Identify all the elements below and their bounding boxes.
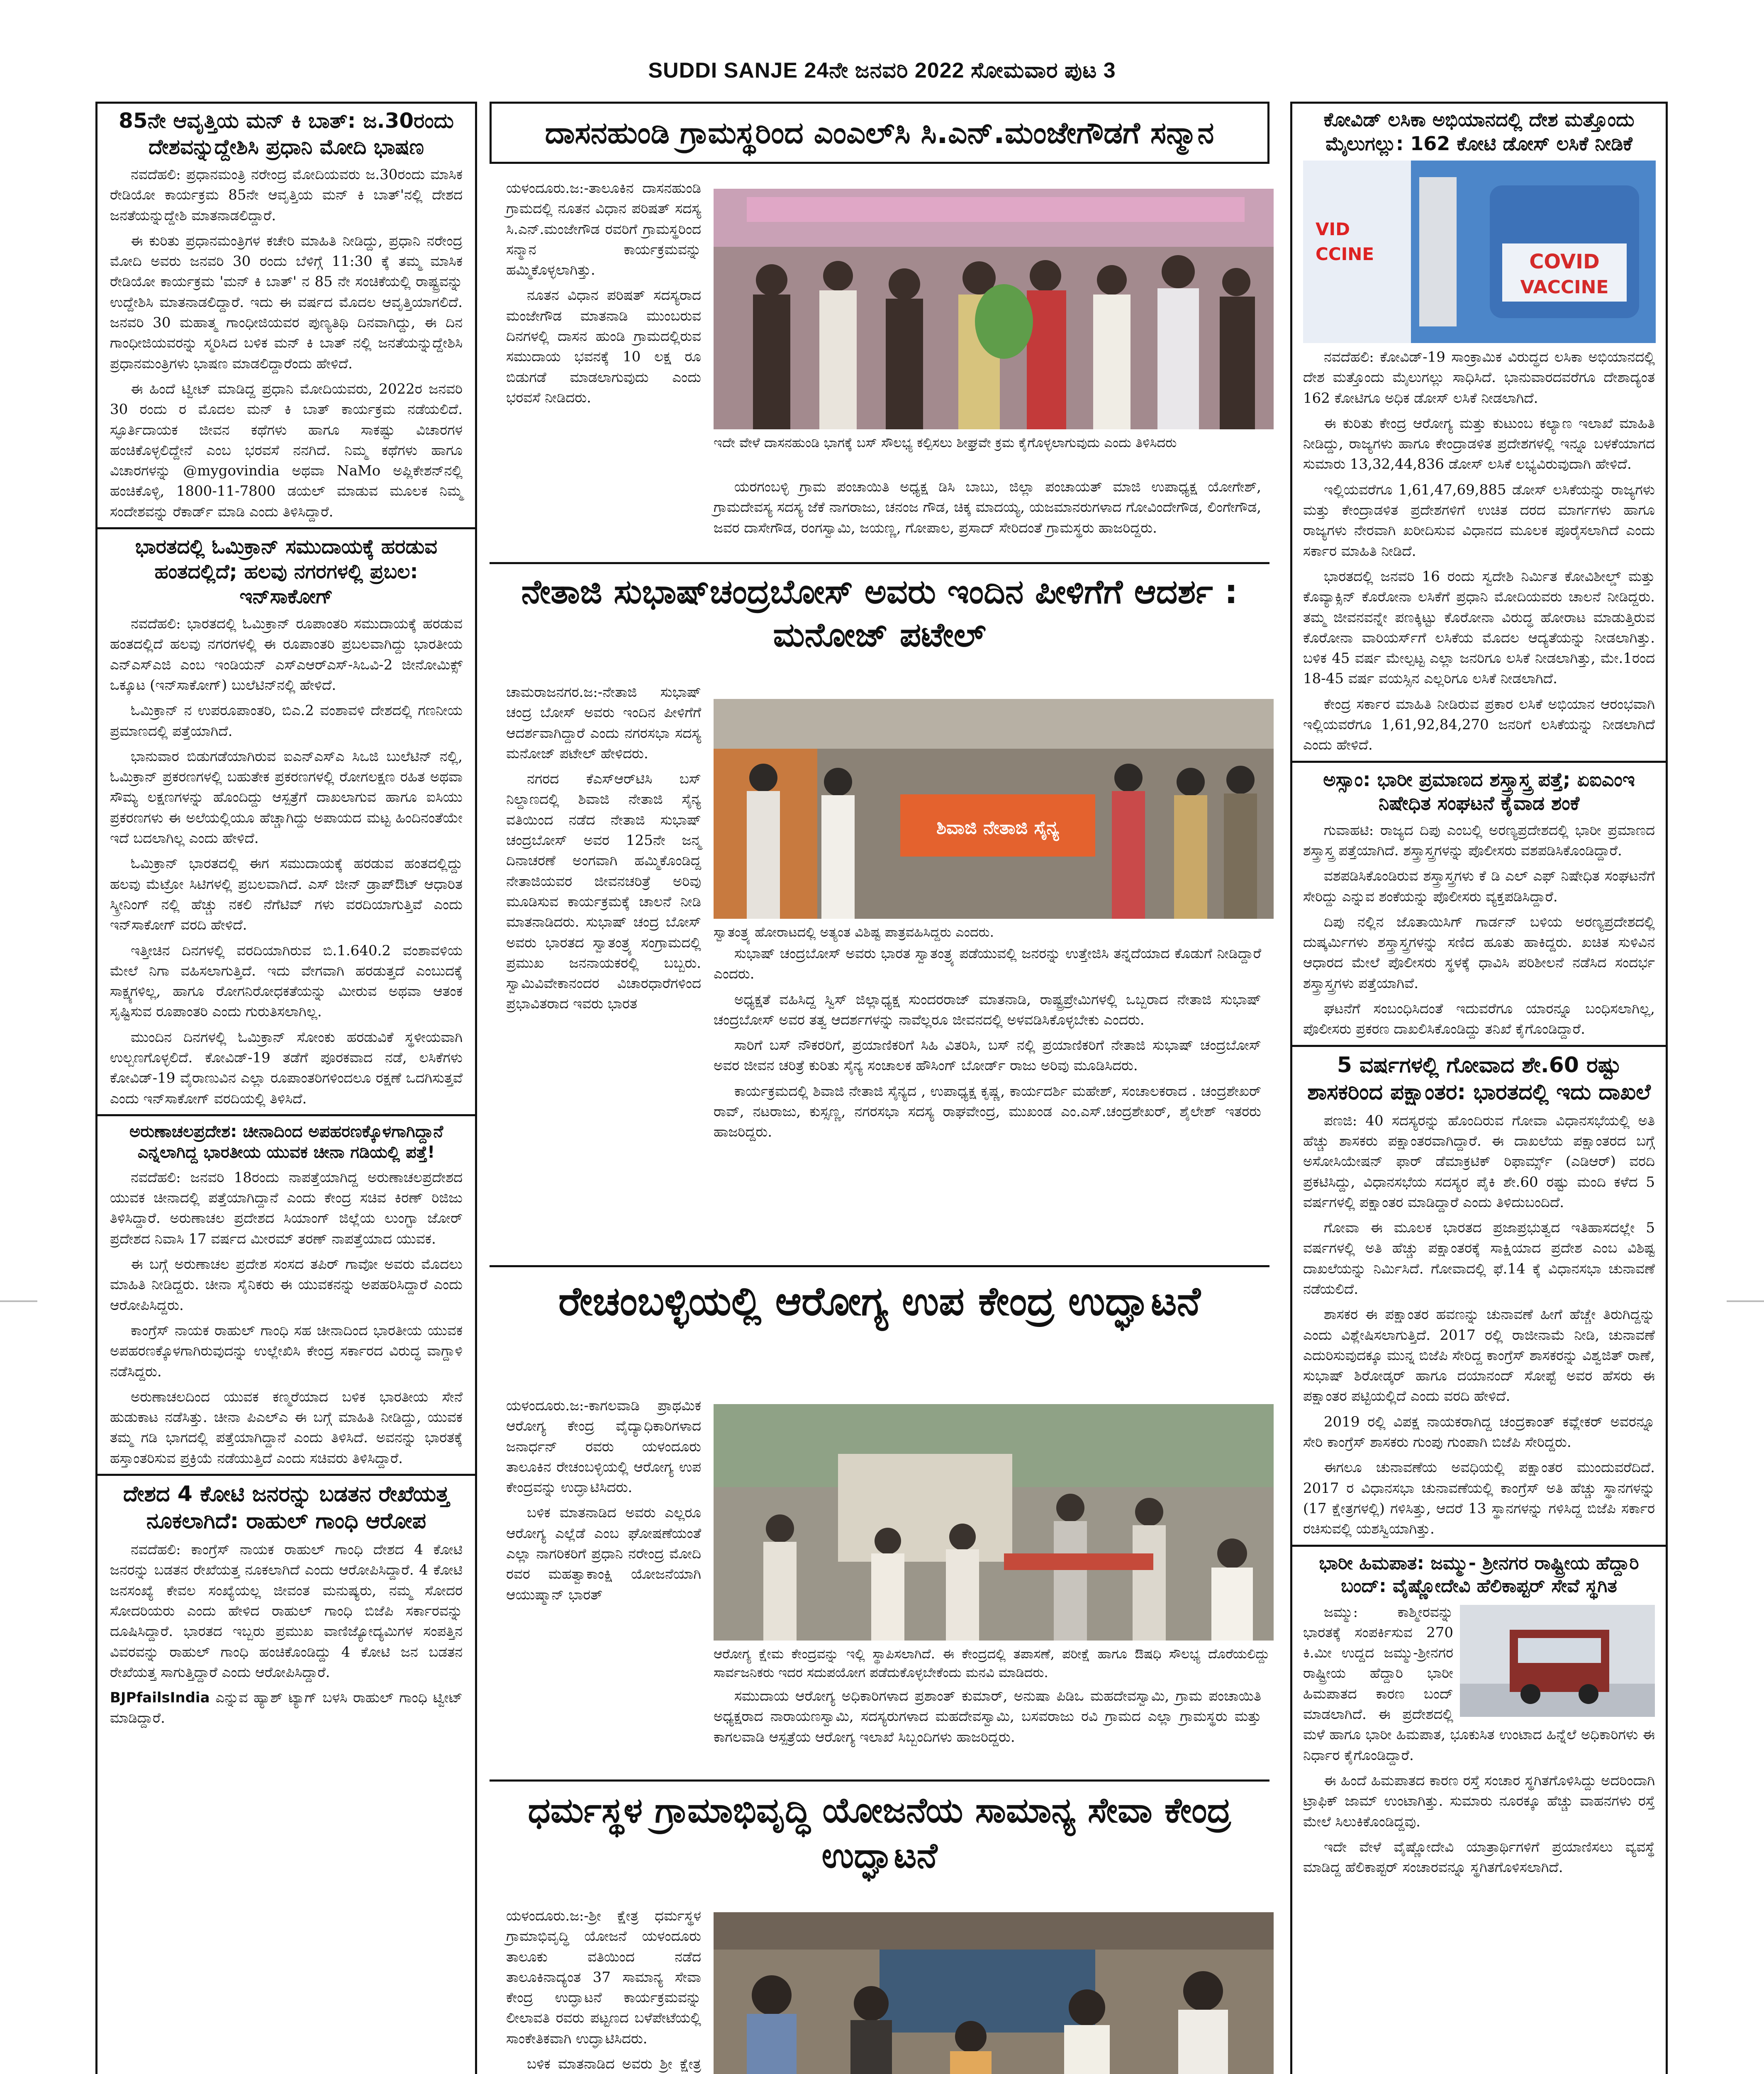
left-story1-body: [110, 165, 463, 522]
health-centre-photo: [714, 1404, 1274, 1641]
left-story2-headline: ಭಾರತದಲ್ಲಿ ಓಮಿಕ್ರಾನ್ ಸಮುದಾಯಕ್ಕೆ ಹರಡುವ ಹಂತದಲ್ಲಿದೆ; ಹಲವು ನಗರಗಳಲ್ಲಿ ಪ್ರಬಲ: ಇನ್‌ಸಾಕೋಗ್: [135, 535, 438, 609]
divider: [97, 1474, 475, 1476]
banner-text: ಶಿವಾಜಿ ನೇತಾಜಿ ಸೈನ್ಯ: [936, 817, 1059, 838]
middle-story3-headline: ರೇಚಂಬಳ್ಳಿಯಲ್ಲಿ ಆರೋಗ್ಯ ಉಪ ಕೇಂದ್ರ ಉದ್ಘಾಟನೆ: [558, 1278, 1201, 1324]
left-story1-headline: 85ನೇ ಆವೃತ್ತಿಯ ಮನ್ ಕಿ ಬಾತ್: ಜ.30ರಂದು ದೇಶವನ್ನುದ್ದೇಶಿಸಿ ಪ್ರಧಾನಿ ಮೋದಿ ಭಾಷಣ: [119, 109, 454, 159]
paragraph: 2019 ರಲ್ಲಿ ವಿಪಕ್ಷ ನಾಯಕರಾಗಿದ್ದ ಚಂದ್ರಕಾಂತ್ ಕವ್ಲೇಕರ್ ಅವರನ್ನೂ ಸೇರಿ ಕಾಂಗ್ರೆಸ್ ಶಾಸಕರು ಗುಂಪು ಗುಂಪಾಗಿ ಬಿಜೆಪಿ ಸೇರಿದ್ದರು.: [1303, 1413, 1655, 1451]
vial-label-partial-2: CCINE: [1316, 244, 1374, 264]
middle-story1-caption: ಇದೇ ವೇಳೆ ದಾಸನಹುಂಡಿ ಭಾಗಕ್ಕೆ ಬಸ್ ಸೌಲಭ್ಯ ಕಲ್ಪಿಸಲು ಶೀಘ್ರವೇ ಕ್ರಮ ಕೈಗೊಳ್ಳಲಾಗುವುದು ಎಂದು ತಿಳಿಸಿದರು: [714, 435, 1177, 450]
paragraph: ಈ ಹಿಂದೆ ಟ್ವೀಟ್ ಮಾಡಿದ್ದ ಪ್ರಧಾನಿ ಮೋದಿಯವರು, 2022ರ ಜನವರಿ 30 ರಂದು ರ ಮೊದಲ ಮನ್ ಕಿ ಬಾತ್ ಕಾರ್ಯಕ್ರಮ ನಡೆಯಲಿದೆ. ಸ್ಫೂರ್ತಿದಾಯಕ ಜೀವನ ಕಥೆಗಳು ಹಾಗೂ ಸಾಕಷ್ಟು ವಿಚಾರಗಳ ಹಂಚಿಕೊಳ್ಳಲಿದ್ದೇನೆ ಎಂಬ ಭರವಸೆ ನನಗಿದೆ. ನಿಮ್ಮ ಕಥೆಗಳು ಹಾಗೂ ವಿಚಾರಗಳನ್ನು @mygovindia ಅಥವಾ NaMo ಅಪ್ಲಿಕೇಶನ್‌ನಲ್ಲಿ ಹಂಚಿಕೊಳ್ಳಿ, 1800-11-7800 ಡಯಲ್ ಮಾಡುವ ಮೂಲಕ ನಿಮ್ಮ ಸಂದೇಶವನ್ನು ರೆಕಾರ್ಡ್ ಮಾಡಿ ಎಂದು ತಿಳಿಸಿದ್ದಾರೆ.: [110, 380, 463, 520]
middle-story2-text-2: [714, 944, 1261, 1148]
margin-mark-left: [0, 1300, 37, 1302]
middle-story1-text-2: [714, 477, 1261, 543]
paragraph: ಪಣಜಿ: 40 ಸದಸ್ಯರನ್ನು ಹೊಂದಿರುವ ಗೋವಾ ವಿಧಾನಸಭೆಯಲ್ಲಿ ಅತಿ ಹೆಚ್ಚು ಶಾಸಕರು ಪಕ್ಷಾಂತರವಾಗಿದ್ದಾರೆ. ಈ ದಾಖಲೆಯ ಪಕ್ಷಾಂತರದ ಬಗ್ಗೆ ಅಸೋಸಿಯೇಷನ್ ಫಾರ್ ಡೆಮಾಕ್ರಟಿಕ್ ರಿಫಾರ್ಮ್ಸ್ (ಎಡಿಆರ್) ವರದಿ ಪ್ರಕಟಿಸಿದ್ದು, ವಿಧಾನಸಭೆಯ ಸದಸ್ಯರ ಪೈಕಿ ಶೇ.60 ರಷ್ಟು ಮಂದಿ ಕಳೆದ 5 ವರ್ಷಗಳಲ್ಲಿ ಪಕ್ಷಾಂತರ ಮಾಡಿದ್ದಾರೆ ಎಂದು ತಿಳಿದುಬಂದಿದೆ.: [1303, 1112, 1655, 1211]
masthead: SUDDI SANJE 24ನೇ ಜನವರಿ 2022 ಸೋಮವಾರ ಪುಟ 3: [648, 58, 1116, 83]
paragraph: ಈ ಹಿಂದೆ ಹಿಮಪಾತದ ಕಾರಣ ರಸ್ತೆ ಸಂಚಾರ ಸ್ಥಗಿತಗೊಳಿಸಿದ್ದು ಅದರಿಂದಾಗಿ ಟ್ರಾಫಿಕ್ ಜಾಮ್ ಉಂಟಾಗಿತ್ತು. ಸುಮಾರು ನೂರಕ್ಕೂ ಹೆಚ್ಚು ವಾಹನಗಳು ರಸ್ತೆ ಮೇಲೆ ಸಿಲುಕಿಕೊಂಡಿದ್ದವು.: [1303, 1772, 1655, 1830]
paragraph: ಇದೇ ವೇಳೆ ವೈಷ್ಣೋದೇವಿ ಯಾತ್ರಾರ್ಥಿಗಳಿಗೆ ಪ್ರಯಾಣಿಸಲು ವ್ಯವಸ್ಥೆ ಮಾಡಿದ್ದ ಹೆಲಿಕಾಪ್ಟರ್ ಸಂಚಾರವನ್ನೂ ಸ್ಥಗಿತಗೊಳಿಸಲಾಗಿದೆ.: [1303, 1838, 1655, 1876]
middle-story1-text: [506, 178, 701, 413]
paragraph: ಕೇಂದ್ರ ಸರ್ಕಾರ ಮಾಹಿತಿ ನೀಡಿರುವ ಪ್ರಕಾರ ಲಸಿಕೆ ಅಭಿಯಾನ ಆರಂಭವಾಗಿ ಇಲ್ಲಿಯವರೆಗೂ 1,61,92,84,270 ಜನರಿಗೆ ಲಸಿಕೆಯನ್ನು ನೀಡಲಾಗಿದೆ ಎಂದು ಹೇಳಿದೆ.: [1303, 696, 1655, 754]
paragraph: ಈಗಲೂ ಚುನಾವಣೆಯ ಅವಧಿಯಲ್ಲಿ ಪಕ್ಷಾಂತರ ಮುಂದುವರೆದಿದೆ. 2017 ರ ವಿಧಾನಸಭಾ ಚುನಾವಣೆಯಲ್ಲಿ ಕಾಂಗ್ರೆಸ್ ಅತಿ ಹೆಚ್ಚು ಸ್ಥಾನಗಳನ್ನು (17 ಕ್ಷೇತ್ರಗಳಲ್ಲಿ) ಗಳಿಸಿತ್ತು, ಆದರೆ 13 ಸ್ಥಾನಗಳನ್ನು ಗಳಿಸಿದ್ದ ಬಿಜೆಪಿ ಸರ್ಕಾರ ರಚಿಸುವಲ್ಲಿ ಯಶಸ್ವಿಯಾಗಿತ್ತು.: [1303, 1459, 1655, 1538]
left-story2-body: [110, 614, 463, 1109]
middle-story3-text-2: [714, 1686, 1261, 1753]
divider: [1292, 1045, 1666, 1047]
paragraph: ನೂತನ ವಿಧಾನ ಪರಿಷತ್ ಸದಸ್ಯರಾದ ಮಂಜೇಗೌಡ ಮಾತನಾಡಿ ಮುಂಬರುವ ದಿನಗಳಲ್ಲಿ ದಾಸನ ಹುಂಡಿ ಗ್ರಾಮದಲ್ಲಿರುವ ಸಮುದಾಯ ಭವನಕ್ಕೆ 10 ಲಕ್ಷ ರೂ ಬಿಡುಗಡೆ ಮಾಡಲಾಗುವುದು ಎಂದು ಭರವಸೆ ನೀಡಿದರು.: [506, 287, 701, 406]
middle-story1-headline: ದಾಸನಹುಂಡಿ ಗ್ರಾಮಸ್ಥರಿಂದ ಎಂಎಲ್‌ಸಿ ಸಿ.ಎನ್.ಮಂಜೇಗೌಡಗೆ ಸನ್ಮಾನ: [490, 102, 1269, 164]
vial-label-vaccine: VACCINE: [1520, 277, 1609, 298]
vaccine-vial-photo: [1303, 161, 1656, 343]
divider: [1292, 761, 1666, 763]
divider: [97, 527, 475, 529]
margin-mark-right: [1727, 1300, 1764, 1302]
divider: [490, 562, 1269, 564]
paragraph: ಶಾಸಕರ ಈ ಪಕ್ಷಾಂತರ ಹವಣನ್ನು ಚುನಾವಣೆ ಹೀಗೆ ಹೆಚ್ಚೇ ತಿರುಗಿದ್ದನ್ನು ಎಂದು ವಿಶ್ಲೇಷಿಸಲಾಗುತ್ತಿದೆ. 2017 ರಲ್ಲಿ ರಾಜೀನಾಮೆ ನೀಡಿ, ಚುನಾವಣೆ ಎದುರಿಸುವುದಕ್ಕೂ ಮುನ್ನ ಬಿಜೆಪಿ ಸೇರಿದ್ದ ಕಾಂಗ್ರೆಸ್ ಶಾಸಕರನ್ನು ವಿಶ್ವಜಿತ್ ರಾಣೆ, ಸುಭಾಷ್ ಶಿರೋಡ್ಕರ್ ಹಾಗೂ ದಯಾನಂದ್ ಸೋಪ್ಟೆ ಅವರ ಹೆಸರು ಈ ಪಕ್ಷಾಂತರ ಪಟ್ಟಿಯಲ್ಲಿದೆ ಎಂದು ವರದಿ ಹೇಳಿದೆ.: [1303, 1306, 1655, 1405]
divider: [1292, 1545, 1666, 1547]
middle-story1-photo: [714, 189, 1274, 429]
paragraph: ಬಳಿಕ ಮಾತನಾಡಿದ ಅವರು ಶ್ರೀ ಕ್ಷೇತ್ರ: [527, 2056, 701, 2073]
divider: [97, 1114, 475, 1116]
paragraph: ನವದೆಹಲಿ: ಕಾಂಗ್ರೆಸ್ ನಾಯಕ ರಾಹುಲ್ ಗಾಂಧಿ ದೇಶದ 4 ಕೋಟಿ ಜನರನ್ನು ಬಡತನ ರೇಖೆಯತ್ತ ನೂಕಲಾಗಿದೆ ಎಂದು ಆರೋಪಿಸಿದ್ದಾರೆ. 4 ಕೋಟಿ ಜನಸಂಖ್ಯೆ ಕೇವಲ ಸಂಖ್ಯೆಯಲ್ಲ ಜೀವಂತ ಮನುಷ್ಯರು, ನಮ್ಮ ಸೋದರ ಸೋದರಿಯರು ಎಂದು ಹೇಳಿದ ರಾಹುಲ್ ಗಾಂಧಿ ಬಿಜೆಪಿ ಸರ್ಕಾರವನ್ನು ದೂಷಿಸಿದ್ದಾರೆ. ಭಾರತದ ಇಬ್ಬರು ಪ್ರಮುಖ ವಾಣಿಜ್ಯೋದ್ಯಮಿಗಳ ಸಂಪತ್ತಿನ ವಿವರವನ್ನು ರಾಹುಲ್ ಗಾಂಧಿ ಹಂಚಿಕೊಂಡಿದ್ದು 4 ಕೋಟಿ ಜನ ಬಡತನ ರೇಖೆಯತ್ತ ಸಾಗುತ್ತಿದ್ದಾರೆ ಎಂದು ಆರೋಪಿಸಿದ್ದಾರೆ.: [110, 1541, 463, 1681]
seva-kendra-photo: [714, 1912, 1274, 2074]
vial-label-partial-1: VID: [1316, 219, 1350, 239]
paragraph: ದಿಪು ನಲ್ಲಿನ ಜೊತಾಯಿಸಿಗ್ ಗಾರ್ಡನ್ ಬಳಿಯ ಅರಣ್ಯಪ್ರದೇಶದಲ್ಲಿ ದುಷ್ಕರ್ಮಿಗಳು ಶಸ್ತ್ರಾಸ್ತ್ರಗಳನ್ನು ಸಣಿದ ಹೂತು ಹಾಕಿದ್ದರು. ಖಚಿತ ಸುಳಿವಿನ ಆಧಾರದ ಮೇಲೆ ಪೊಲೀಸರು ಸ್ಥಳಕ್ಕೆ ಧಾವಿಸಿ ಪರಿಶೀಲನೆ ನಡೆಸಿದ ಸಂದರ್ಭ ಶಸ್ತ್ರಾಸ್ತ್ರಗಳು ಪತ್ತೆಯಾಗಿವೆ.: [1303, 913, 1655, 992]
right-story1-photo: [1303, 161, 1656, 343]
paragraph: ಭಾರತದಲ್ಲಿ ಜನವರಿ 16 ರಂದು ಸ್ವದೇಶಿ ನಿರ್ಮಿತ ಕೋವಿಶೀಲ್ಡ್ ಮತ್ತು ಕೊವ್ಯಾಕ್ಸಿನ್ ಕೊರೋನಾ ಲಸಿಕೆಗೆ ಪ್ರಧಾನಿ ಮೋದಿಯವರು ಚಾಲನೆ ನೀಡಿದ್ದರು. ತಮ್ಮ ಜೀವನವನ್ನೇ ಪಣಕ್ಕಿಟ್ಟು ಕೊರೋನಾ ವಿರುದ್ಧ ಹೋರಾಟ ಮಾಡುತ್ತಿರುವ ಕೊರೋನಾ ವಾರಿಯರ್ಸ್‌ಗೆ ಲಸಿಕೆಯ ಮೊದಲ ಆದ್ಯತೆಯನ್ನು ನೀಡಲಾಗಿತ್ತು. ಬಳಿಕ 45 ವರ್ಷ ಮೇಲ್ಪಟ್ಟ ಎಲ್ಲಾ ಜನರಿಗೂ ಲಸಿಕೆ ನೀಡಲಾಗಿತ್ತು, ಮೇ.1ರಂದ 18-45 ವರ್ಷ ವಯಸ್ಸಿನ ಎಲ್ಲರಿಗೂ ಲಸಿಕೆ ನೀಡಲಾಗಿದೆ.: [1303, 568, 1655, 687]
right-story1-body: [1303, 347, 1655, 756]
paragraph: ನವದೆಹಲಿ: ಕೋವಿಡ್-19 ಸಾಂಕ್ರಾಮಿಕ ವಿರುದ್ಧದ ಲಸಿಕಾ ಅಭಿಯಾನದಲ್ಲಿ ದೇಶ ಮತ್ತೊಂದು ಮೈಲುಗಲ್ಲು ಸಾಧಿಸಿದೆ. ಭಾನುವಾರದವರೆಗೂ ದೇಶಾದ್ಯಂತ 162 ಕೋಟಿಗೂ ಅಧಿಕ ಡೋಸ್ ಲಸಿಕೆ ನೀಡಲಾಗಿದೆ.: [1303, 349, 1655, 407]
paragraph: ಈ ಕುರಿತು ಪ್ರಧಾನಮಂತ್ರಿಗಳ ಕಚೇರಿ ಮಾಹಿತಿ ನೀಡಿದ್ದು, ಪ್ರಧಾನಿ ನರೇಂದ್ರ ಮೋದಿ ಅವರು ಜನವರಿ 30 ರಂದು ಬೆಳಿಗ್ಗೆ 11:30 ಕ್ಕೆ ತಮ್ಮ ಮಾಸಿಕ ರೇಡಿಯೋ ಕಾರ್ಯಕ್ರಮ 'ಮನ್ ಕಿ ಬಾತ್' ನ 85 ನೇ ಸಂಚಿಕೆಯಲ್ಲಿ ರಾಷ್ಟ್ರವನ್ನು ಉದ್ದೇಶಿಸಿ ಮಾತನಾಡಲಿದ್ದಾರೆ. ಇದು ಈ ವರ್ಷದ ಮೊದಲ ಆವೃತ್ತಿಯಾಗಲಿದೆ. ಜನವರಿ 30 ಮಹಾತ್ಮ ಗಾಂಧೀಜಿಯವರ ಪುಣ್ಯತಿಥಿ ದಿನವಾಗಿದ್ದು, ಈ ದಿನ ಗಾಂಧೀಜಿಯವರನ್ನು ಸ್ಮರಿಸಿದ ಬಳಿಕ ಮನ್ ಕಿ ಬಾತ್ ನಲ್ಲಿ ಜನತೆಯನ್ನುದ್ದೇಶಿಸಿ ಪ್ರಧಾನಮಂತ್ರಿಗಳು ಭಾಷಣ ಮಾಡಲಿದ್ದಾರೆಂದು ಹೇಳಿದೆ.: [110, 232, 463, 372]
right-story4-wrap: [1303, 1602, 1655, 1883]
paragraph: ನವದೆಹಲಿ: ಜನವರಿ 18ರಂದು ನಾಪತ್ತೆಯಾಗಿದ್ದ ಅರುಣಾಚಲಪ್ರದೇಶದ ಯುವಕ ಚೀನಾದಲ್ಲಿ ಪತ್ತೆಯಾಗಿದ್ದಾನೆ ಎಂದು ಕೇಂದ್ರ ಸಚಿವ ಕಿರಣ್ ರಿಜಿಜು ತಿಳಿಸಿದ್ದಾರೆ. ಅರುಣಾಚಲ ಪ್ರದೇಶದ ಸಿಯಾಂಗ್ ಜಿಲ್ಲೆಯ ಲುಂಗ್ಟಾ ಜೋರ್ ಪ್ರದೇಶದ ನಿವಾಸಿ 17 ವರ್ಷದ ಮೀರಮ್ ತರಣ್ ನಾಪತ್ತೆಯಾದ ಯುವಕ.: [110, 1169, 463, 1247]
paragraph: ಜಮ್ಮು: ಕಾಶ್ಮೀರವನ್ನು ಭಾರತಕ್ಕೆ ಸಂಪರ್ಕಿಸುವ 270 ಕಿ.ಮೀ ಉದ್ದದ ಜಮ್ಮು-ಶ್ರೀನಗರ ರಾಷ್ಟ್ರೀಯ ಹೆದ್ದಾರಿ ಭಾರೀ ಹಿಮಪಾತದ ಕಾರಣ ಬಂದ್ ಮಾಡಲಾಗಿದೆ. ಈ ಪ್ರದೇಶದಲ್ಲಿ ಮಳೆ ಹಾಗೂ ಭಾರೀ ಹಿಮಪಾತ, ಭೂಕುಸಿತ ಉಂಟಾದ ಹಿನ್ನೆಲೆ ಅಧಿಕಾರಿಗಳು ಈ ನಿರ್ಧಾರ ಕೈಗೊಂಡಿದ್ದಾರೆ.: [1303, 1604, 1655, 1764]
felicitation-photo: [714, 189, 1274, 429]
middle-story3-photo: [714, 1404, 1274, 1641]
right-column: [1290, 102, 1668, 2074]
paragraph: ಯರಗಂಬಳ್ಳಿ ಗ್ರಾಮ ಪಂಚಾಯಿತಿ ಅಧ್ಯಕ್ಷ ಡಿಸಿ ಬಾಬು, ಜಿಲ್ಲಾ ಪಂಚಾಯತ್ ಮಾಜಿ ಉಪಾಧ್ಯಕ್ಷ ಯೋಗೇಶ್, ಗ್ರಾಮದೇವಸ್ಯ ಸದಸ್ಯ ಜೆಕೆ ನಾಗರಾಜು, ಚನಂಜ ಗೌಡ, ಚಿಕ್ಕ ಮಾದಯ್ಯ, ಯಜಮಾನರುಗಳಾದ ಗೋವಿಂದೇಗೌಡ, ಲಿಂಗೇಗೌಡ, ಜವರ ದಾಸೇಗೌಡ, ರಂಗಸ್ವಾಮಿ, ಜಯಣ್ಣ, ಗೋಪಾಲ, ಪ್ರಸಾದ್ ಸೇರಿದಂತೆ ಗ್ರಾಮಸ್ಥರು ಹಾಜರಿದ್ದರು.: [714, 479, 1261, 536]
paragraph: ಕಾಂಗ್ರೆಸ್ ನಾಯಕ ರಾಹುಲ್ ಗಾಂಧಿ ಸಹ ಚೀನಾದಿಂದ ಭಾರತೀಯ ಯುವಕ ಅಪಹರಣಕ್ಕೊಳಗಾಗಿರುವುದನ್ನು ಉಲ್ಲೇಖಿಸಿ ಕೇಂದ್ರ ಸರ್ಕಾರದ ವಿರುದ್ಧ ವಾಗ್ದಾಳಿ ನಡೆಸಿದ್ದರು.: [110, 1322, 463, 1380]
middle-story4-text: [506, 1906, 701, 2074]
middle-story2-headline: ನೇತಾಜಿ ಸುಭಾಷ್‌ಚಂದ್ರಬೋಸ್ ಅವರು ಇಂದಿನ ಪೀಳಿಗೆಗೆ ಆದರ್ಶ : ಮನೋಜ್ ಪಟೇಲ್: [521, 572, 1238, 654]
paragraph: ವಶಪಡಿಸಿಕೊಂಡಿರುವ ಶಸ್ತ್ರಾಸ್ತ್ರಗಳು ಕೆ ಡಿ ಎಲ್ ಎಫ್ ನಿಷೇಧಿತ ಸಂಘಟನೆಗೆ ಸೇರಿದ್ದು ಎನ್ನುವ ಶಂಕೆಯನ್ನು ಪೊಲೀಸರು ವ್ಯಕ್ತಪಡಿಸಿದ್ದಾರೆ.: [1303, 868, 1655, 905]
middle-story3-text: [506, 1396, 701, 1610]
middle-column: [490, 102, 1269, 2074]
paragraph: ಅರುಣಾಚಲದಿಂದ ಯುವಕ ಕಣ್ಮರೆಯಾದ ಬಳಿಕ ಭಾರತೀಯ ಸೇನೆ ಹುಡುಕಾಟ ನಡೆಸಿತ್ತು. ಚೀನಾ ಪಿಎಲ್‌ಎ ಈ ಬಗ್ಗೆ ಮಾಹಿತಿ ನೀಡಿದ್ದು, ಯುವಕ ತಮ್ಮ ಗಡಿ ಭಾಗದಲ್ಲಿ ಪತ್ತೆಯಾಗಿದ್ದಾನೆ ಎಂದು ತಿಳಿಸಿದೆ. ಅವನನ್ನು ಭಾರತಕ್ಕೆ ಹಸ್ತಾಂತರಿಸುವ ಪ್ರಕ್ರಿಯೆ ನಡೆಯುತ್ತಿದೆ ಎಂದು ಸಚಿವರು ತಿಳಿಸಿದ್ದಾರೆ.: [110, 1388, 463, 1467]
middle-story2-photo: [714, 699, 1274, 919]
netaji-event-photo: [714, 699, 1274, 919]
paragraph: ಚಾಮರಾಜನಗರ.ಜ:-ನೇತಾಜಿ ಸುಭಾಷ್ ಚಂದ್ರ ಬೋಸ್ ಅವರು ಇಂದಿನ ಪೀಳಿಗೆಗೆ ಆದರ್ಶವಾಗಿದ್ದಾರೆ ಎಂದು ನಗರಸಭಾ ಸದಸ್ಯ ಮನೋಜ್ ಪಟೇಲ್ ಹೇಳಿದರು.: [506, 684, 701, 762]
left-story4-headline: ದೇಶದ 4 ಕೋಟಿ ಜನರನ್ನು ಬಡತನ ರೇಖೆಯತ್ತ ನೂಕಲಾಗಿದೆ: ರಾಹುಲ್ ಗಾಂಧಿ ಆರೋಪ: [123, 1482, 450, 1534]
middle-story2-text: [506, 682, 701, 1020]
paragraph: ಈ ಕುರಿತು ಕೇಂದ್ರ ಆರೋಗ್ಯ ಮತ್ತು ಕುಟುಂಬ ಕಲ್ಯಾಣ ಇಲಾಖೆ ಮಾಹಿತಿ ನೀಡಿದ್ದು, ರಾಜ್ಯಗಳು ಹಾಗೂ ಕೇಂದ್ರಾಡಳಿತ ಪ್ರದೇಶಗಳಲ್ಲಿ ಇನ್ನೂ ಬಳಕೆಯಾಗದ ಸುಮಾರು 13,32,44,836 ಡೋಸ್ ಲಸಿಕೆ ಲಭ್ಯವಿರುವುದಾಗಿ ಹೇಳಿದೆ.: [1303, 415, 1655, 473]
paragraph: ಸುಭಾಷ್ ಚಂದ್ರಬೋಸ್ ಅವರು ಭಾರತ ಸ್ವಾತಂತ್ರ್ಯ ಪಡೆಯುವಲ್ಲಿ ಜನರನ್ನು ಉತ್ತೇಜಿಸಿ ತನ್ನದೆಯಾದ ಕೊಡುಗೆ ನೀಡಿದ್ದಾರೆ ಎಂದರು.: [714, 945, 1261, 983]
right-story3-headline: 5 ವರ್ಷಗಳಲ್ಲಿ ಗೋವಾದ ಶೇ.60 ರಷ್ಟು ಶಾಸಕರಿಂದ ಪಕ್ಷಾಂತರ: ಭಾರತದಲ್ಲಿ ಇದು ದಾಖಲೆ: [1307, 1052, 1651, 1105]
middle-story4-headline: ಧರ್ಮಸ್ಥಳ ಗ್ರಾಮಾಭಿವೃದ್ಧಿ ಯೋಜನೆಯ ಸಾಮಾನ್ಯ ಸೇವಾ ಕೇಂದ್ರ ಉದ್ಘಾಟನೆ: [528, 1790, 1231, 1876]
middle-story4-photo: [714, 1912, 1274, 2074]
paragraph: ಸಮುದಾಯ ಆರೋಗ್ಯ ಅಧಿಕಾರಿಗಳಾದ ಪ್ರಶಾಂತ್ ಕುಮಾರ್, ಅನುಷಾ ಪಿಡಿಒ ಮಹದೇವಸ್ವಾಮಿ, ಗ್ರಾಮ ಪಂಚಾಯಿತಿ ಅಧ್ಯಕ್ಷರಾದ ನಾರಾಯಣಸ್ವಾಮಿ, ಸದಸ್ಯರುಗಳಾದ ಮಹದೇವಸ್ವಾಮಿ, ಬಸವರಾಜು ರವಿ ಗ್ರಾಮದ ಎಲ್ಲಾ ಗ್ರಾಮಸ್ಥರು ಮತ್ತು ಕಾಗಲವಾಡಿ ಆಸ್ಪತ್ರೆಯ ಆರೋಗ್ಯ ಇಲಾಖೆ ಸಿಬ್ಬಂದಿಗಳು ಹಾಜರಿದ್ದರು.: [714, 1688, 1261, 1745]
paragraph: ನವದೆಹಲಿ: ಭಾರತದಲ್ಲಿ ಓಮಿಕ್ರಾನ್ ರೂಪಾಂತರಿ ಸಮುದಾಯಕ್ಕೆ ಹರಡುವ ಹಂತದಲ್ಲಿದೆ ಹಲವು ನಗರಗಳಲ್ಲಿ ಈ ರೂಪಾಂತರಿ ಪ್ರಬಲವಾಗಿದ್ದು ಭಾರತೀಯ ಎನ್ಎಸ್ಎಜಿ ಎಂಬ ಇಂಡಿಯನ್ ಎಸ್‌ಎಆರ್‌ಎಸ್-ಸಿಒವಿ-2 ಜೀನೋಮಿಕ್ಸ್ ಒಕ್ಕೂಟ (ಇನ್‌ಸಾಕೋಗ್) ಬುಲೆಟಿನ್‌ನಲ್ಲಿ ಹೇಳಿದೆ.: [110, 616, 463, 694]
paragraph: ಯಳಂದೂರು.ಜ:-ಕಾಗಲವಾಡಿ ಪ್ರಾಥಮಿಕ ಆರೋಗ್ಯ ಕೇಂದ್ರ ವೈದ್ಯಾಧಿಕಾರಿಗಳಾದ ಜನಾರ್ಧನ್ ರವರು ಯಳಂದೂರು ತಾಲೂಕಿನ ರೇಚಂಬಳ್ಳಿಯಲ್ಲಿ ಆರೋಗ್ಯ ಉಪ ಕೇಂದ್ರವನ್ನು ಉದ್ಘಾಟಿಸಿದರು.: [506, 1397, 701, 1496]
vial-label-covid: COVID: [1529, 250, 1600, 273]
right-story3-body: [1303, 1111, 1655, 1540]
right-story2-body: [1303, 820, 1655, 1040]
left-column: [95, 102, 477, 2074]
right-story4-headline: ಭಾರೀ ಹಿಮಪಾತ: ಜಮ್ಮು- ಶ್ರೀನಗರ ರಾಷ್ಟ್ರೀಯ ಹೆದ್ದಾರಿ ಬಂದ್: ವೈಷ್ಣೋದೇವಿ ಹೆಲಿಕಾಪ್ಟರ್ ಸೇವೆ ಸ್ಥಗಿತ: [1319, 1552, 1639, 1597]
right-story4-photo: [1460, 1605, 1655, 1717]
divider: [490, 1779, 1269, 1782]
left-story3-headline: ಅರುಣಾಚಲಪ್ರದೇಶ: ಚೀನಾದಿಂದ ಅಪಹರಣಕ್ಕೊಳಗಾಗಿದ್ದಾನೆ ಎನ್ನಲಾಗಿದ್ದ ಭಾರತೀಯ ಯುವಕ ಚೀನಾ ಗಡಿಯಲ್ಲಿ ಪತ್ತೆ!: [129, 1122, 443, 1162]
left-story3-body: [110, 1168, 463, 1469]
paragraph: ಯಳಂದೂರು.ಜ:-ತಾಲೂಕಿನ ದಾಸನಹುಂಡಿ ಗ್ರಾಮದಲ್ಲಿ ನೂತನ ವಿಧಾನ ಪರಿಷತ್ ಸದಸ್ಯ ಸಿ.ಎನ್.ಮಂಜೇಗೌಡ ರವರಿಗೆ ಗ್ರಾಮಸ್ಥರಿಂದ ಸನ್ಮಾನ ಕಾರ್ಯಕ್ರಮವನ್ನು ಹಮ್ಮಿಕೊಳ್ಳಲಾಗಿತ್ತು.: [506, 180, 701, 279]
paragraph: ಘಟನೆಗೆ ಸಂಬಂಧಿಸಿದಂತೆ ಇದುವರೆಗೂ ಯಾರನ್ನೂ ಬಂಧಿಸಲಾಗಿಲ್ಲ, ಪೊಲೀಸರು ಪ್ರಕರಣ ದಾಖಲಿಸಿಕೊಂಡಿದ್ದು ತನಿಖೆ ಕೈಗೊಂಡಿದ್ದಾರೆ.: [1303, 1000, 1655, 1038]
paragraph: ಯಳಂದೂರು.ಜ:-ಶ್ರೀ ಕ್ಷೇತ್ರ ಧರ್ಮಸ್ಥಳ ಗ್ರಾಮಾಭಿವೃದ್ಧಿ ಯೋಜನೆ ಯಳಂದೂರು ತಾಲೂಕು ವತಿಯಿಂದ ನಡೆದ ತಾಲೂಕಿನಾದ್ಯಂತ 37 ಸಾಮಾನ್ಯ ಸೇವಾ ಕೇಂದ್ರ ಉದ್ಘಾಟನೆ ಕಾರ್ಯಕ್ರಮವನ್ನು ಲೀಲಾವತಿ ರವರು ಪಟ್ಟಣದ ಬಳೆಪೇಟೆಯಲ್ಲಿ ಸಾಂಕೇತಿಕವಾಗಿ ಉದ್ಘಾಟಿಸಿದರು.: [506, 1908, 701, 2047]
paragraph: ನವದೆಹಲಿ: ಪ್ರಧಾನಮಂತ್ರಿ ನರೇಂದ್ರ ಮೋದಿಯವರು ಜ.30ರಂದು ಮಾಸಿಕ ರೇಡಿಯೋ ಕಾರ್ಯಕ್ರಮ 85ನೇ ಆವೃತ್ತಿಯ ಮನ್ ಕಿ ಬಾತ್'ನಲ್ಲಿ ದೇಶದ ಜನತೆಯನ್ನುದ್ದೇಶಿ ಮಾತನಾಡಲಿದ್ದಾರೆ.: [110, 166, 463, 224]
left-story4-body: [110, 1540, 463, 1729]
paragraph: ಈ ಬಗ್ಗೆ ಅರುಣಾಚಲ ಪ್ರದೇಶ ಸಂಸದ ತಪಿರ್ ಗಾವೋ ಅವರು ಮೊದಲು ಮಾಹಿತಿ ನೀಡಿದ್ದರು. ಚೀನಾ ಸೈನಿಕರು ಈ ಯುವಕನನ್ನು ಅಪಹರಿಸಿದ್ದಾರೆ ಎಂದು ಆರೋಪಿಸಿದ್ದರು.: [110, 1256, 463, 1314]
paragraph: ಇತ್ತೀಚಿನ ದಿನಗಳಲ್ಲಿ ವರದಿಯಾಗಿರುವ ಬಿ.1.640.2 ವಂಶಾವಳಿಯ ಮೇಲೆ ನಿಗಾ ವಹಿಸಲಾಗುತ್ತಿದೆ. ಇದು ವೇಗವಾಗಿ ಹರಡುತ್ತದೆ ಎಂಬುದಕ್ಕೆ ಸಾಕ್ಷ್ಯಗಳಿಲ್ಲ, ಹಾಗೂ ರೋಗನಿರೋಧಕತೆಯನ್ನು ಮೀರುವ ಅಥವಾ ಆತಂಕ ಸೃಷ್ಟಿಸುವ ರೂಪಾಂತರಿ ಎಂದು ಗುರುತಿಸಲಾಗಿಲ್ಲ.: [110, 942, 463, 1020]
paragraph: ಗುವಾಹಟಿ: ರಾಜ್ಯದ ದಿಪು ಎಂಬಲ್ಲಿ ಅರಣ್ಯಪ್ರದೇಶದಲ್ಲಿ ಭಾರೀ ಪ್ರಮಾಣದ ಶಸ್ತ್ರಾಸ್ತ್ರ ಪತ್ತೆಯಾಗಿದೆ. ಶಸ್ತ್ರಾಸ್ತ್ರಗಳನ್ನು ಪೊಲೀಸರು ವಶಪಡಿಸಿಕೊಂಡಿದ್ದಾರೆ.: [1303, 822, 1655, 859]
paragraph: ಭಾನುವಾರ ಬಿಡುಗಡೆಯಾಗಿರುವ ಐಎನ್ಎಸ್ಎ ಸಿಒಜಿ ಬುಲೆಟಿನ್ ನಲ್ಲಿ, ಓಮಿಕ್ರಾನ್ ಪ್ರಕರಣಗಳಲ್ಲಿ ಬಹುತೇಕ ಪ್ರಕರಣಗಳಲ್ಲಿ ರೋಗಲಕ್ಷಣ ರಹಿತ ಅಥವಾ ಸೌಮ್ಯ ಲಕ್ಷಣಗಳನ್ನು ಹೊಂದಿದ್ದು ಆಸ್ಪತ್ರೆಗೆ ದಾಖಲಾಗುವ ಹಾಗೂ ಐಸಿಯು ಪ್ರಕರಣಗಳು ಈ ಅಲೆಯಲ್ಲಿಯೂ ಹೆಚ್ಚಾಗಿದ್ದು ಅಪಾಯದ ಮಟ್ಟ ಹಿಂದಿನಂತೆಯೇ ಇದೆ ಬದಲಾಗಿಲ್ಲ ಎಂದು ಹೇಳಿದೆ.: [110, 748, 463, 847]
right-story1-headline: ಕೋವಿಡ್ ಲಸಿಕಾ ಅಭಿಯಾನದಲ್ಲಿ ದೇಶ ಮತ್ತೊಂದು ಮೈಲುಗಲ್ಲು: 162 ಕೋಟಿ ಡೋಸ್ ಲಸಿಕೆ ನೀಡಿಕೆ: [1323, 108, 1635, 155]
paragraph: ಸಾರಿಗೆ ಬಸ್ ನೌಕರರಿಗೆ, ಪ್ರಯಾಣಿಕರಿಗೆ ಸಿಹಿ ವಿತರಿಸಿ, ಬಸ್ ನಲ್ಲಿ ಪ್ರಯಾಣಿಕರಿಗೆ ನೇತಾಜಿ ಸುಭಾಷ್ ಚಂದ್ರಬೋಸ್ ಅವರ ಜೀವನ ಚರಿತ್ರೆ ಕುರಿತು ಸೈನ್ಯ ಸಂಚಾಲಕ ಹೌಸಿಂಗ್ ಬೋರ್ಡ್ ರಾಜು ಅರಿವು ಮೂಡಿಸಿದರು.: [714, 1037, 1261, 1074]
paragraph: ಓಮಿಕ್ರಾನ್ ನ ಉಪರೂಪಾಂತರಿ, ಬಿಎ.2 ವಂಶಾವಳಿ ದೇಶದಲ್ಲಿ ಗಣನೀಯ ಪ್ರಮಾಣದಲ್ಲಿ ಪತ್ತೆಯಾಗಿದೆ.: [110, 702, 463, 740]
paragraph: ಅಧ್ಯಕ್ಷತೆ ವಹಿಸಿದ್ದ ಸ್ವಿಸ್ ಜಿಲ್ಲಾಧ್ಯಕ್ಷ ಸುಂದರರಾಜ್ ಮಾತನಾಡಿ, ರಾಷ್ಟ್ರಪ್ರೇಮಿಗಳಲ್ಲಿ ಒಬ್ಬರಾದ ನೇತಾಜಿ ಸುಭಾಷ್ ಚಂದ್ರಬೋಸ್ ಅವರ ತತ್ವ ಆದರ್ಶಗಳನ್ನು ನಾವೆಲ್ಲರೂ ಜೀವನದಲ್ಲಿ ಅಳವಡಿಸಿಕೊಳ್ಳಬೇಕು ಎಂದರು.: [714, 991, 1261, 1028]
snow-truck-photo: [1460, 1605, 1655, 1717]
paragraph: ಕಾರ್ಯಕ್ರಮದಲ್ಲಿ ಶಿವಾಜಿ ನೇತಾಜಿ ಸೈನ್ಯದ , ಉಪಾಧ್ಯಕ್ಷ ಕೃಷ್ಣ, ಕಾರ್ಯದರ್ಶಿ ಮಹೇಶ್, ಸಂಚಾಲಕರಾದ . ಚಂದ್ರಶೇಖರ್ ರಾವ್, ನಟರಾಜು, ಕುಸ್ಸಣ್ಣ, ನಗರಸಭಾ ಸದಸ್ಯ ರಾಘವೇಂದ್ರ, ಮುಖಂಡ ಎಂ.ಎಸ್.ಚಂದ್ರಶೇಖರ್, ಶೈಲೇಶ್ ಇತರರು ಹಾಜರಿದ್ದರು.: [714, 1083, 1261, 1141]
paragraph: ಗೋವಾ ಈ ಮೂಲಕ ಭಾರತದ ಪ್ರಜಾಪ್ರಭುತ್ವದ ಇತಿಹಾಸದಲ್ಲೇ 5 ವರ್ಷಗಳಲ್ಲಿ ಅತಿ ಹೆಚ್ಚು ಪಕ್ಷಾಂತರಕ್ಕೆ ಸಾಕ್ಷಿಯಾದ ಪ್ರದೇಶ ಎಂಬ ವಿಶಿಷ್ಟ ದಾಖಲೆಯನ್ನು ನಿರ್ಮಿಸಿದೆ. ಗೋವಾದಲ್ಲಿ ಫೆ.14 ಕ್ಕೆ ವಿಧಾನಸಭಾ ಚುನಾವಣೆ ನಡೆಯಲಿದೆ.: [1303, 1220, 1655, 1297]
paragraph: ಬಳಿಕ ಮಾತನಾಡಿದ ಅವರು ಎಲ್ಲರೂ ಆರೋಗ್ಯ ಎಲ್ಲೆಡೆ ಎಂಬ ಘೋಷಣೆಯಂತೆ ಎಲ್ಲಾ ನಾಗರಿಕರಿಗೆ ಪ್ರಧಾನಿ ನರೇಂದ್ರ ಮೋದಿ ರವರ ಮಹತ್ವಾಕಾಂಕ್ಷಿ ಯೋಜನೆಯಾಗಿ ಆಯುಷ್ಮಾನ್ ಭಾರತ್: [506, 1504, 701, 1603]
paragraph: ನಗರದ ಕೆಎಸ್‌ಆರ್‌ಟಿಸಿ ಬಸ್ ನಿಲ್ದಾಣದಲ್ಲಿ ಶಿವಾಜಿ ನೇತಾಜಿ ಸೈನ್ಯ ವತಿಯಿಂದ ನಡೆದ ನೇತಾಜಿ ಸುಭಾಷ್ ಚಂದ್ರಬೋಸ್ ಅವರ 125ನೇ ಜನ್ಮ ದಿನಾಚರಣೆ ಅಂಗವಾಗಿ ಹಮ್ಮಿಕೊಂಡಿದ್ದ ನೇತಾಜಿಯವರ ಜೀವನಚರಿತ್ರೆ ಅರಿವು ಮೂಡಿಸುವ ಕಾರ್ಯಕ್ರಮಕ್ಕೆ ಚಾಲನೆ ನೀಡಿ ಮಾತನಾಡಿದರು. ಸುಭಾಷ್ ಚಂದ್ರ ಬೋಸ್ ಅವರು ಭಾರತದ ಸ್ವಾತಂತ್ರ್ಯ ಸಂಗ್ರಾಮದಲ್ಲಿ ಪ್ರಮುಖ ಜನನಾಯಕರಲ್ಲಿ ಬಬ್ಬರು. ಸ್ವಾಮಿವಿವೇಕಾನಂದರ ವಿಚಾರಧಾರೆಗಳಿಂದ ಪ್ರಭಾವಿತರಾದ ಇವರು ಭಾರತ: [506, 771, 701, 1013]
divider: [490, 1265, 1269, 1267]
middle-story3-caption: ಆರೋಗ್ಯ ಕ್ಷೇಮ ಕೇಂದ್ರವನ್ನು ಇಲ್ಲಿ ಸ್ಥಾಪಿಸಲಾಗಿದೆ. ಈ ಕೇಂದ್ರದಲ್ಲಿ ತಪಾಸಣೆ, ಪರೀಕ್ಷೆ ಹಾಗೂ ಔಷಧಿ ಸೌಲಭ್ಯ ದೊರೆಯಲಿದ್ದು ಸಾರ್ವಜನಿಕರು ಇದರ ಸದುಪಯೋಗ ಪಡೆದುಕೊಳ್ಳಬೇಕೆಂದು ಮನವಿ ಮಾಡಿದರು.: [714, 1646, 1269, 1680]
hashtag: BJPfailsIndia: [110, 1689, 210, 1706]
paragraph: ಓಮಿಕ್ರಾನ್ ಭಾರತದಲ್ಲಿ ಈಗ ಸಮುದಾಯಕ್ಕೆ ಹರಡುವ ಹಂತದಲ್ಲಿದ್ದು ಹಲವು ಮೆಟ್ರೋ ಸಿಟಿಗಳಲ್ಲಿ ಪ್ರಬಲವಾಗಿದೆ. ಎಸ್ ಜೀನ್ ಡ್ರಾಪ್‌ಔಟ್ ಆಧಾರಿತ ಸ್ಕ್ರೀನಿಂಗ್ ನಲ್ಲಿ ಹೆಚ್ಚು ನಕಲಿ ನೆಗೆಟಿವ್ ಗಳು ವರದಿಯಾಗುತ್ತಿವೆ ಎಂದು ಇನ್‌ಸಾಕೋಗ್ ವರದಿ ಹೇಳಿದೆ.: [110, 855, 463, 934]
paragraph: [110, 1688, 463, 1729]
paragraph: ಇಲ್ಲಿಯವರೆಗೂ 1,61,47,69,885 ಡೋಸ್ ಲಸಿಕೆಯನ್ನು ರಾಜ್ಯಗಳು ಮತ್ತು ಕೇಂದ್ರಾಡಳಿತ ಪ್ರದೇಶಗಳಿಗೆ ಉಚಿತ ದರದ ಮಾರ್ಗಗಳು ಹಾಗೂ ರಾಜ್ಯಗಳು ನೇರವಾಗಿ ಖರೀದಿಸುವ ವಿಧಾನದ ಮೂಲಕ ಪೂರೈಸಲಾಗಿದೆ ಎಂದು ಸರ್ಕಾರ ಮಾಹಿತಿ ನೀಡಿದೆ.: [1303, 481, 1655, 560]
right-story2-headline: ಅಸ್ಸಾಂ: ಭಾರೀ ಪ್ರಮಾಣದ ಶಸ್ತ್ರಾಸ್ತ್ರ ಪತ್ತೆ; ಏಐಎಂಇ ನಿಷೇಧಿತ ಸಂಘಟನೆ ಕೈವಾಡ ಶಂಕೆ: [1323, 768, 1635, 815]
paragraph-end: ಎನ್ನುವ ಹ್ಯಾಶ್ ಟ್ಯಾಗ್ ಬಳಸಿ ರಾಹುಲ್ ಗಾಂಧಿ ಟ್ವೀಟ್ ಮಾಡಿದ್ದಾರೆ.: [110, 1689, 463, 1727]
paragraph: ಮುಂದಿನ ದಿನಗಳಲ್ಲಿ ಓಮಿಕ್ರಾನ್ ಸೋಂಕು ಹರಡುವಿಕೆ ಸ್ಥಳೀಯವಾಗಿ ಉಲ್ಬಣಗೊಳ್ಳಲಿದೆ. ಕೋವಿಡ್-19 ತಡೆಗೆ ಪೂರಕವಾದ ನಡೆ, ಲಸಿಕೆಗಳು ಕೋವಿಡ್-19 ವೈರಾಣುವಿನ ಎಲ್ಲಾ ರೂಪಾಂತರಿಗಳಿಂದಲೂ ರಕ್ಷಣೆ ಒದಗಿಸುತ್ತವೆ ಎಂದು ಇನ್‌ಸಾಕೋಗ್ ವರದಿಯಲ್ಲಿ ತಿಳಿಸಿದೆ.: [110, 1029, 463, 1107]
middle-story2-caption: ಸ್ವಾತಂತ್ರ್ಯ ಹೋರಾಟದಲ್ಲಿ ಅತ್ಯಂತ ವಿಶಿಷ್ಟ ಪಾತ್ರವಹಿಸಿದ್ದರು ಎಂದರು.: [714, 924, 994, 940]
